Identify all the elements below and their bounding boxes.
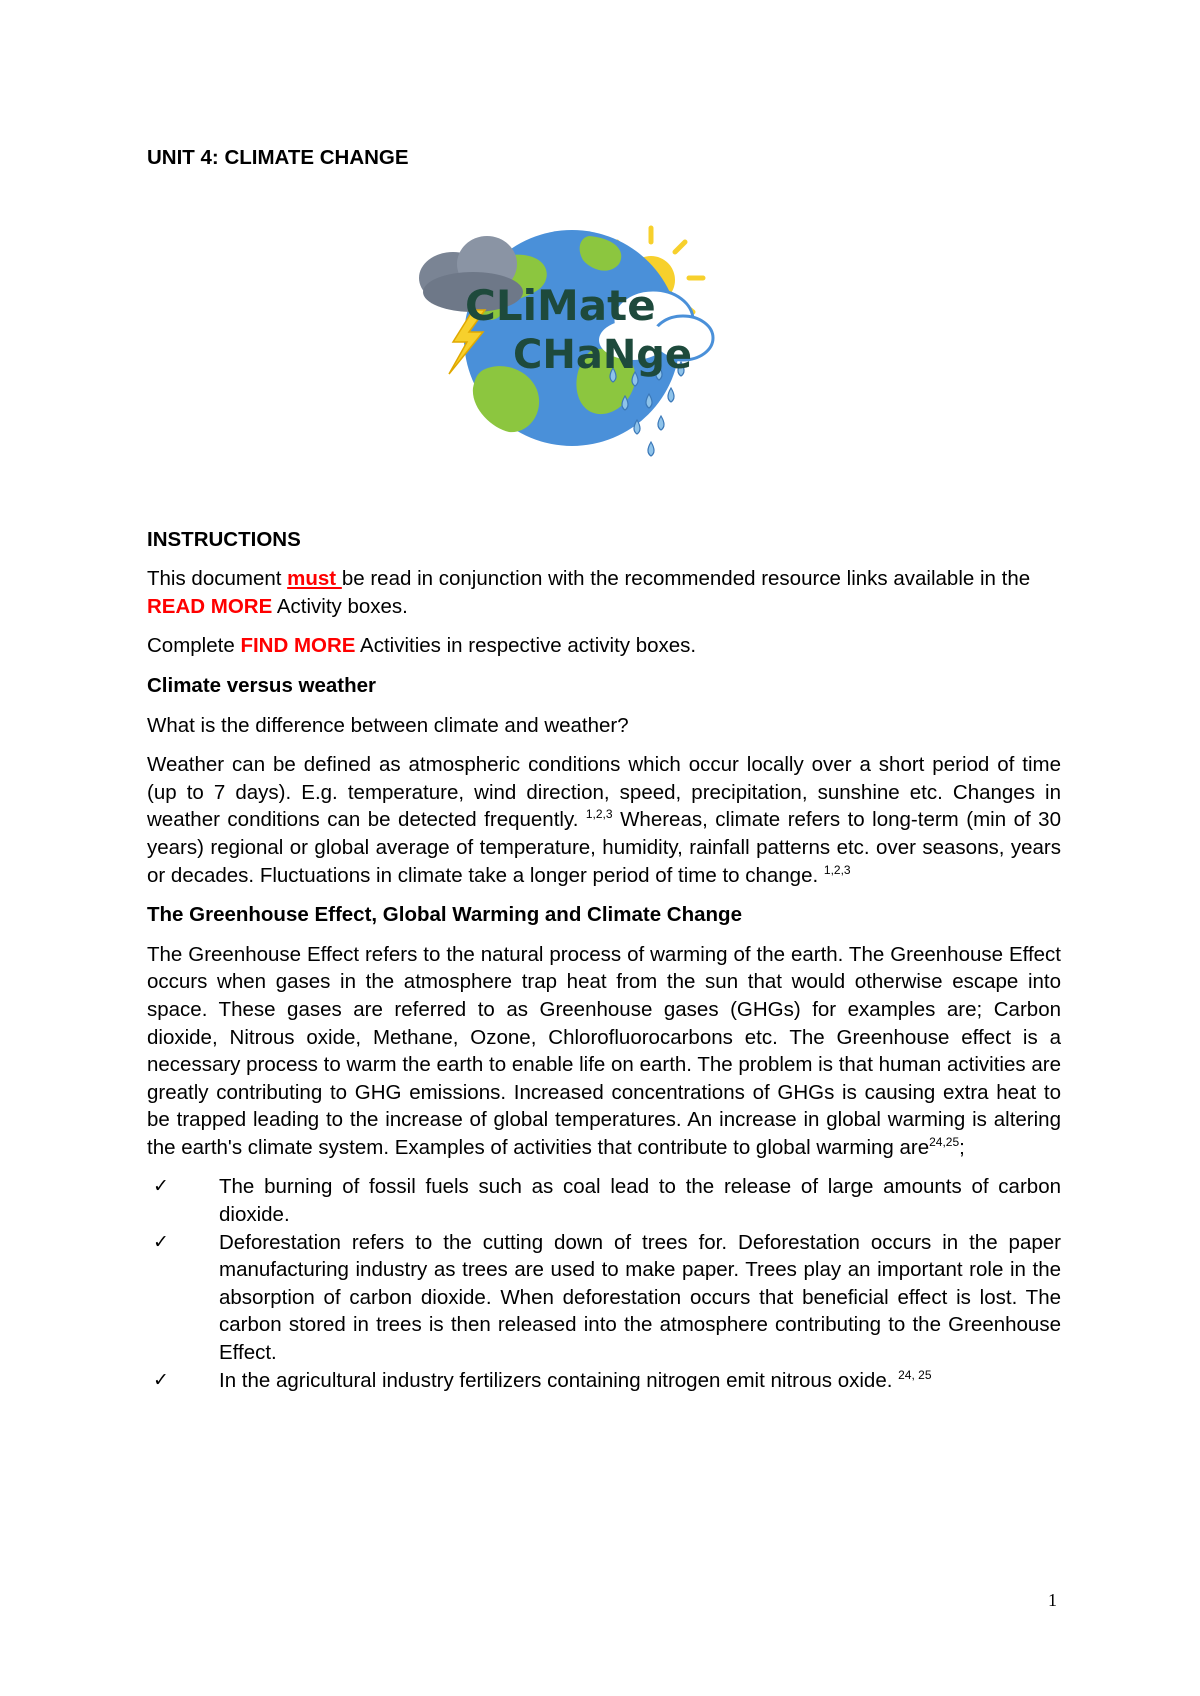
citation-ref: 24, 25: [898, 1367, 932, 1382]
para2-text-a: The Greenhouse Effect refers to the natural process of warming of the earth. The Greenhouse Effect occurs when gases in the atmosphere trap heat from the sun that would otherwise escape into space. These gases are referred to as Greenhouse gases (GHGs) for examples are; Carbon dioxide, Nitrous oxide, Methane, Ozone, Chlorofluorocarbons etc. The Greenhouse effect is a necessary process to warm the earth to enable life on earth. The problem is that human activities are greatly contributing to GHG emissions. Increased concentrations of GHGs is causing extra heat to be trapped leading to the increase of global temperatures. An increase in global warming is altering the earth's climate system. Examples of activities that contribute to global warming are: [147, 942, 1061, 1159]
logo-text-line2: CHaNge: [513, 331, 693, 378]
list-item-text: The burning of fossil fuels such as coal lead to the release of large amounts of carbon dioxide.: [219, 1175, 1061, 1227]
checkmark-icon: ✓: [153, 1368, 169, 1391]
instr1-text-b: be read in conjunction with the recommended resource links available in the: [341, 567, 1031, 591]
section-question: What is the difference between climate and weather?: [147, 713, 629, 737]
list-item-text: In the agricultural industry fertilizers containing nitrogen emit nitrous oxide.: [219, 1368, 899, 1392]
checkmark-icon: ✓: [153, 1175, 169, 1198]
citation-ref: 1,2,3: [823, 862, 851, 877]
section-heading-climate-vs-weather: Climate versus weather: [147, 673, 377, 697]
climate-weather-paragraph: [147, 751, 1061, 889]
list-item: [147, 1173, 1061, 1228]
greenhouse-paragraph: [147, 941, 1061, 1162]
instructions-heading: INSTRUCTIONS: [147, 527, 301, 551]
instr1-text-c: Activity boxes.: [272, 594, 408, 618]
citation-ref: 1,2,3: [585, 807, 613, 822]
list-item: [147, 1367, 1061, 1395]
para1-text-a: Weather can be defined as atmospheric conditions which occur locally over a short period of time (up to 7 days). E.g. temperature, wind direction, speed, precipitation, sunshine etc. Changes in weather conditions can be detected frequently.: [147, 753, 1061, 832]
must-emphasis: must: [287, 567, 342, 591]
checkmark-icon: ✓: [153, 1230, 169, 1253]
instr1-text-a: This document: [147, 567, 288, 591]
instructions-paragraph-2: [147, 632, 1061, 660]
instr2-text-a: Complete: [147, 634, 241, 658]
page-number: 1: [1048, 1590, 1057, 1610]
activities-checklist: [147, 1173, 1061, 1394]
document-title: UNIT 4: CLIMATE CHANGE: [147, 146, 409, 169]
list-item: [147, 1229, 1061, 1367]
para1-text-b: Whereas, climate refers to long-term (min of 30 years) regional or global average of temperature, humidity, rainfall patterns etc. over seasons, years or decades. Fluctuations in climate take a longer period of time to change.: [147, 808, 1061, 887]
read-more-label: READ MORE: [147, 594, 273, 618]
instr2-text-b: Activities in respective activity boxes.: [355, 634, 697, 658]
find-more-label: FIND MORE: [240, 634, 356, 658]
list-item-text: Deforestation refers to the cutting down of trees for. Deforestation occurs in the paper manufacturing industry as trees are used to make paper. Trees play an important role in the absorption of carbon dioxide. When deforestation occurs that beneficial effect is lost. The carbon stored in trees is then released into the atmosphere contributing to the Greenhouse Effect.: [219, 1230, 1061, 1365]
instructions-paragraph-1: [147, 565, 1061, 620]
para2-text-b: ;: [959, 1135, 965, 1159]
citation-ref: 24,25: [929, 1134, 960, 1149]
climate-change-logo: [413, 220, 731, 484]
page-content: [147, 144, 1061, 1394]
logo-text-line1: CLiMate: [465, 280, 656, 330]
section-heading-greenhouse: The Greenhouse Effect, Global Warming and Climate Change: [147, 903, 742, 927]
